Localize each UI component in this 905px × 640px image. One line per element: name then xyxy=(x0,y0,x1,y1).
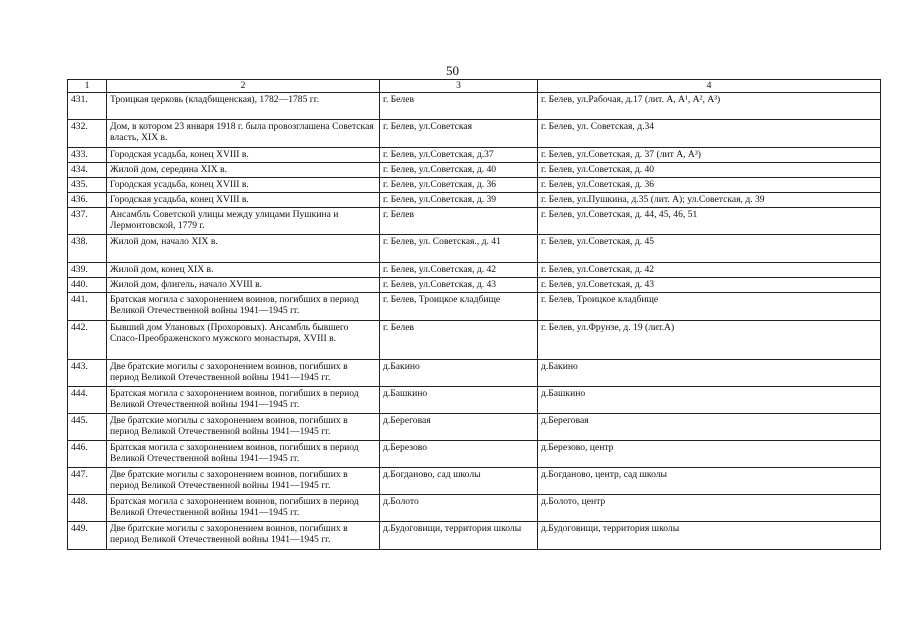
object-location: г. Белев, ул.Советская, д. 36 xyxy=(380,178,538,193)
object-location: г. Белев xyxy=(380,208,538,235)
object-name: Две братские могилы с захоронением воинов, погибших в период Великой Отечественной войны 1941—1945 гг. xyxy=(107,360,380,387)
object-location: г. Белев xyxy=(380,93,538,120)
object-address: г. Белев, ул.Фрунзе, д. 19 (лит.А) xyxy=(538,321,881,360)
column-header-address: 4 xyxy=(538,80,881,93)
object-name: Братская могила с захоронением воинов, погибших в период Великой Отечественной войны 1941—1945 гг. xyxy=(107,387,380,414)
row-number: 431. xyxy=(68,93,107,120)
row-number: 432. xyxy=(68,120,107,148)
row-number: 438. xyxy=(68,235,107,263)
object-address: г. Белев, ул.Пушкина, д.35 (лит. А); ул.Советская, д. 39 xyxy=(538,193,881,208)
object-address: г. Белев, ул. Советская, д.34 xyxy=(538,120,881,148)
object-location: г. Белев xyxy=(380,321,538,360)
row-number: 439. xyxy=(68,263,107,278)
table-row xyxy=(68,495,881,522)
table-row xyxy=(68,468,881,495)
object-location: г. Белев, ул.Советская, д. 40 xyxy=(380,163,538,178)
object-address: д.Болото, центр xyxy=(538,495,881,522)
column-header-name: 2 xyxy=(107,80,380,93)
row-number: 444. xyxy=(68,387,107,414)
object-location: д.Богданово, сад школы xyxy=(380,468,538,495)
page-number: 50 xyxy=(446,63,459,78)
table-row xyxy=(68,321,881,360)
row-number: 434. xyxy=(68,163,107,178)
table-row xyxy=(68,360,881,387)
object-name: Дом, в котором 23 января 1918 г. была провозглашена Советская власть, XIX в. xyxy=(107,120,380,148)
row-number: 447. xyxy=(68,468,107,495)
object-name: Жилой дом, флигель, начало XVIII в. xyxy=(107,278,380,293)
row-number: 442. xyxy=(68,321,107,360)
object-name: Городская усадьба, конец XVIII в. xyxy=(107,193,380,208)
object-name: Троицкая церковь (кладбищенская), 1782—1785 гг. xyxy=(107,93,380,120)
object-address: д.Будоговищи, территория школы xyxy=(538,522,881,550)
object-address: д.Береговая xyxy=(538,414,881,441)
object-location: д.Березово xyxy=(380,441,538,468)
object-address: г. Белев, ул.Советская, д. 42 xyxy=(538,263,881,278)
object-location: г. Белев, ул.Советская, д. 43 xyxy=(380,278,538,293)
row-number: 448. xyxy=(68,495,107,522)
row-number: 436. xyxy=(68,193,107,208)
object-name: Братская могила с захоронением воинов, погибших в период Великой Отечественной войны 1941—1945 гг. xyxy=(107,495,380,522)
object-name: Ансамбль Советской улицы между улицами Пушкина и Лермонтовской, 1779 г. xyxy=(107,208,380,235)
table-body xyxy=(68,93,881,550)
object-address: д.Березово, центр xyxy=(538,441,881,468)
table-row xyxy=(68,235,881,263)
row-number: 441. xyxy=(68,293,107,321)
object-address: г. Белев, ул.Рабочая, д.17 (лит. А, А¹, А², А³) xyxy=(538,93,881,120)
table-row xyxy=(68,441,881,468)
object-address: д.Башкино xyxy=(538,387,881,414)
table-row xyxy=(68,93,881,120)
object-location: г. Белев, Троицкое кладбище xyxy=(380,293,538,321)
object-name: Две братские могилы с захоронением воинов, погибших в период Великой Отечественной войны 1941—1945 гг. xyxy=(107,414,380,441)
table-row xyxy=(68,178,881,193)
table-row xyxy=(68,148,881,163)
table-row xyxy=(68,163,881,178)
row-number: 435. xyxy=(68,178,107,193)
table-row xyxy=(68,208,881,235)
object-location: г. Белев, ул.Советская xyxy=(380,120,538,148)
object-name: Жилой дом, середина XIX в. xyxy=(107,163,380,178)
object-address: д.Богданово, центр, сад школы xyxy=(538,468,881,495)
table-row xyxy=(68,293,881,321)
object-location: г. Белев, ул.Советская, д.37 xyxy=(380,148,538,163)
object-address: г. Белев, ул.Советская, д. 36 xyxy=(538,178,881,193)
row-number: 446. xyxy=(68,441,107,468)
table-row xyxy=(68,263,881,278)
object-location: д.Болото xyxy=(380,495,538,522)
row-number: 437. xyxy=(68,208,107,235)
object-name: Братская могила с захоронением воинов, погибших в период Великой Отечественной войны 1941—1945 гг. xyxy=(107,441,380,468)
object-address: г. Белев, ул.Советская, д. 43 xyxy=(538,278,881,293)
object-location: д.Башкино xyxy=(380,387,538,414)
row-number: 440. xyxy=(68,278,107,293)
object-location: д.Береговая xyxy=(380,414,538,441)
heritage-registry-table xyxy=(67,79,881,550)
table-row xyxy=(68,278,881,293)
table-header-row xyxy=(68,80,881,93)
object-location: г. Белев, ул.Советская, д. 42 xyxy=(380,263,538,278)
object-address: г. Белев, ул.Советская, д. 44, 45, 46, 51 xyxy=(538,208,881,235)
table-row xyxy=(68,120,881,148)
object-location: д.Бакино xyxy=(380,360,538,387)
object-location: г. Белев, ул.Советская, д. 39 xyxy=(380,193,538,208)
table-row xyxy=(68,414,881,441)
row-number: 443. xyxy=(68,360,107,387)
object-address: г. Белев, ул.Советская, д. 45 xyxy=(538,235,881,263)
object-location: д.Будоговищи, территория школы xyxy=(380,522,538,550)
table-row xyxy=(68,387,881,414)
object-name: Две братские могилы с захоронением воинов, погибших в период Великой Отечественной войны 1941—1945 гг. xyxy=(107,468,380,495)
column-header-number: 1 xyxy=(68,80,107,93)
row-number: 433. xyxy=(68,148,107,163)
object-address: г. Белев, ул.Советская, д. 40 xyxy=(538,163,881,178)
object-name: Братская могила с захоронением воинов, погибших в период Великой Отечественной войны 1941—1945 гг. xyxy=(107,293,380,321)
object-address: г. Белев, ул.Советская, д. 37 (лит А, А³) xyxy=(538,148,881,163)
object-name: Жилой дом, конец XIX в. xyxy=(107,263,380,278)
table-row xyxy=(68,193,881,208)
row-number: 445. xyxy=(68,414,107,441)
object-name: Городская усадьба, конец XVIII в. xyxy=(107,178,380,193)
column-header-location: 3 xyxy=(380,80,538,93)
object-address: д.Бакино xyxy=(538,360,881,387)
object-name: Бывший дом Улановых (Прохоровых). Ансамбль бывшего Спасо-Преображенского мужского монастыря, XVIII в. xyxy=(107,321,380,360)
object-name: Две братские могилы с захоронением воинов, погибших в период Великой Отечественной войны 1941—1945 гг. xyxy=(107,522,380,550)
row-number: 449. xyxy=(68,522,107,550)
table-row xyxy=(68,522,881,550)
object-address: г. Белев, Троицкое кладбище xyxy=(538,293,881,321)
object-name: Городская усадьба, конец XVIII в. xyxy=(107,148,380,163)
object-location: г. Белев, ул. Советская., д. 41 xyxy=(380,235,538,263)
object-name: Жилой дом, начало XIX в. xyxy=(107,235,380,263)
